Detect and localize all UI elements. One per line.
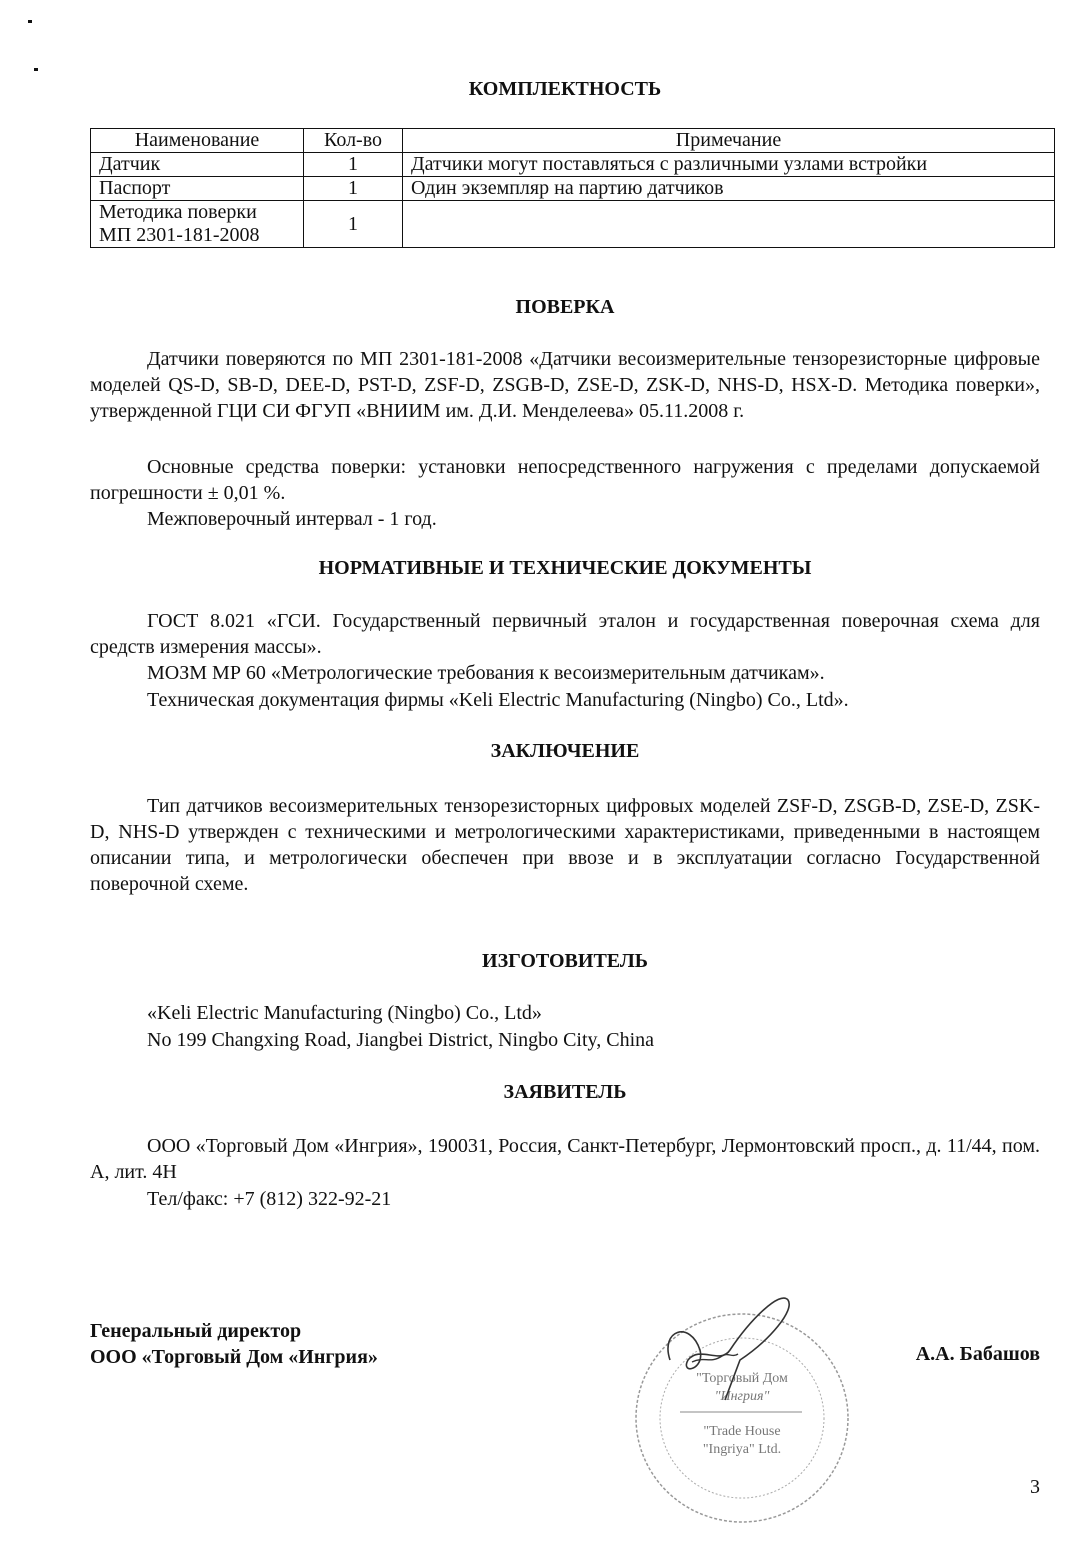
table-row	[91, 201, 1055, 248]
cell-note	[403, 201, 1055, 248]
company-stamp-icon	[630, 1290, 860, 1530]
paragraph: Межповерочный интервал - 1 год.	[147, 508, 437, 530]
column-header: Примечание	[403, 129, 1055, 153]
paragraph: ГОСТ 8.021 «ГСИ. Государственный первичный эталон и государственная поверочная схема для средств измерения массы».	[90, 610, 1040, 658]
svg-text:"Ингрия": "Ингрия"	[714, 1389, 770, 1404]
section-title-applicant: ЗАЯВИТЕЛЬ	[503, 1081, 627, 1103]
scan-speck	[28, 20, 32, 23]
cell-name	[91, 201, 304, 248]
cell-qty: 1	[304, 153, 403, 177]
manufacturer-address: No 199 Changxing Road, Jiangbei District, Ningbo City, China	[147, 1029, 655, 1051]
applicant-phone: Тел/факс: +7 (812) 322-92-21	[147, 1188, 392, 1210]
applicant-address: ООО «Торговый Дом «Ингрия», 190031, Россия, Санкт-Петербург, Лермонтовский просп., д. 11/44, пом. А, лит. 4Н	[90, 1135, 1040, 1183]
svg-text:"Ingriya" Ltd.: "Ingriya" Ltd.	[702, 1442, 782, 1457]
column-header: Наименование	[91, 129, 304, 153]
cell-name-line: Методика поверки	[99, 201, 257, 223]
section-title-verification: ПОВЕРКА	[515, 296, 615, 318]
section-title-kit: КОМПЛЕКТНОСТЬ	[468, 78, 662, 100]
page-number: 3	[1030, 1476, 1040, 1498]
cell-note: Датчики могут поставляться с различными узлами встройки	[403, 153, 1055, 177]
cell-note: Один экземпляр на партию датчиков	[403, 177, 1055, 201]
paragraph: Датчики поверяются по МП 2301-181-2008 «Датчики весоизмерительные тензорезисторные цифровые моделей QS-D, SB-D, DEE-D, PST-D, ZSF-D, ZSGB-D, ZSE-D, ZSK-D, NHS-D, HSX-D. Методика поверки», утвержденной ГЦИ СИ ФГУП «ВНИИМ им. Д.И. Менделеева» 05.11.2008 г.	[90, 348, 1040, 422]
paragraph: Основные средства поверки: установки непосредственного нагружения с пределами допускаемой погрешности ± 0,01 %.	[90, 456, 1040, 504]
signature-block	[90, 1318, 378, 1370]
table-row	[91, 177, 1055, 201]
signatory-company: ООО «Торговый Дом «Ингрия»	[90, 1346, 378, 1368]
paragraph: Тип датчиков весоизмерительных тензорезисторных цифровых моделей ZSF-D, ZSGB-D, ZSE-D, ZSK-D, NHS-D утвержден с техническими и метрологическими характеристиками, приведенными в настоящем описании типа, и метрологически обеспечен при ввозе и в эксплуатации согласно Государственной поверочной схеме.	[90, 795, 1040, 895]
signatory-position: Генеральный директор	[90, 1320, 302, 1342]
column-header: Кол-во	[304, 129, 403, 153]
signatory-name: А.А. Бабашов	[915, 1343, 1040, 1365]
section-title-normative: НОРМАТИВНЫЕ И ТЕХНИЧЕСКИЕ ДОКУМЕНТЫ	[318, 557, 812, 579]
cell-name: Паспорт	[91, 177, 304, 201]
paragraph: МОЗМ МР 60 «Метрологические требования к весоизмерительным датчикам».	[147, 662, 825, 684]
table-header-row	[91, 129, 1055, 153]
manufacturer-name: «Keli Electric Manufacturing (Ningbo) Co., Ltd»	[147, 1002, 542, 1024]
paragraph: Техническая документация фирмы «Keli Electric Manufacturing (Ningbo) Co., Ltd».	[147, 689, 849, 711]
section-title-conclusion: ЗАКЛЮЧЕНИЕ	[490, 740, 640, 762]
svg-text:"Торговый Дом: "Торговый Дом	[696, 1371, 788, 1386]
cell-qty: 1	[304, 201, 403, 248]
kit-table	[90, 128, 1055, 248]
cell-name: Датчик	[91, 153, 304, 177]
cell-name-line: МП 2301-181-2008	[99, 224, 260, 246]
scan-speck	[34, 68, 38, 71]
section-title-manufacturer: ИЗГОТОВИТЕЛЬ	[482, 950, 648, 972]
cell-qty: 1	[304, 177, 403, 201]
svg-text:"Trade House: "Trade House	[703, 1424, 781, 1439]
table-row	[91, 153, 1055, 177]
